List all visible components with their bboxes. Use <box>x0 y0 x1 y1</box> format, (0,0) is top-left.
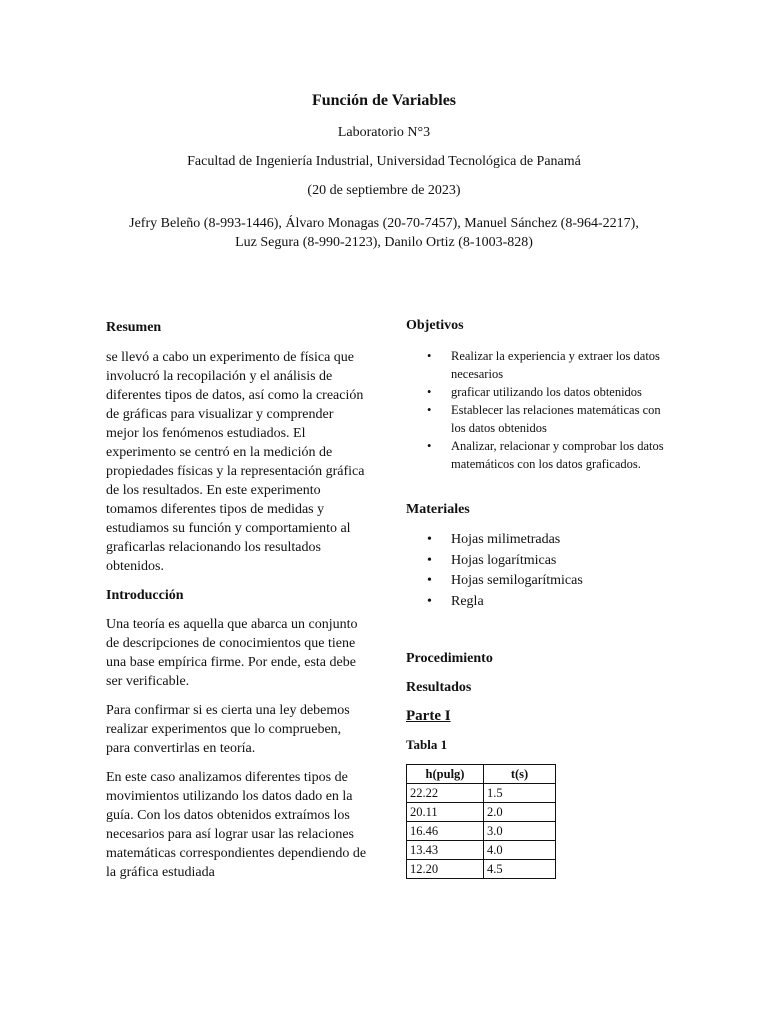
objetivos-heading: Objetivos <box>406 318 464 333</box>
list-item <box>406 592 676 613</box>
parte-i-heading: Parte I <box>406 708 451 724</box>
table-header-row <box>407 765 556 784</box>
authors <box>0 214 768 252</box>
materiales-list <box>406 530 676 612</box>
bullet-icon: • <box>427 385 432 399</box>
table-cell: 20.11 <box>407 803 484 822</box>
paper-date: (20 de septiembre de 2023) <box>307 183 461 198</box>
list-item <box>406 383 676 401</box>
data-table <box>406 764 556 879</box>
list-item <box>406 551 676 572</box>
resumen-heading: Resumen <box>106 320 162 335</box>
objetivos-list <box>406 347 676 473</box>
resultados-heading: Resultados <box>406 680 472 695</box>
introduccion-heading: Introducción <box>106 588 184 603</box>
column-header-h: h(pulg) <box>407 765 484 784</box>
bullet-icon: • <box>427 349 432 363</box>
bullet-icon: • <box>427 593 432 609</box>
table-cell: 12.20 <box>407 860 484 879</box>
faculty-affiliation: Facultad de Ingeniería Industrial, Universidad Tecnológica de Panamá <box>187 154 581 169</box>
list-item <box>406 347 676 383</box>
objetivo-text: Realizar la experiencia y extraer los datos necesarios <box>451 349 660 381</box>
table-cell: 13.43 <box>407 841 484 860</box>
table-cell: 22.22 <box>407 784 484 803</box>
authors-line-2: Luz Segura (8-990-2123), Danilo Ortiz (8-1003-828) <box>235 235 533 250</box>
authors-line-1: Jefry Beleño (8-993-1446), Álvaro Monagas (20-70-7457), Manuel Sánchez (8-964-2217), <box>129 216 639 231</box>
table-row <box>407 841 556 860</box>
table-row <box>407 860 556 879</box>
tabla-1-label: Tabla 1 <box>406 737 448 752</box>
introduccion-paragraph-3: En este caso analizamos diferentes tipos de movimientos utilizando los datos dado en la guía. Con los datos obtenidos extraímos los necesarios para así lograr usar las relaciones matemáticas correspondientes dependiendo de la gráfica estudiada <box>106 770 367 880</box>
list-item <box>406 530 676 551</box>
list-item <box>406 571 676 592</box>
introduccion-paragraph-2: Para confirmar si es cierta una ley debemos realizar experimentos que lo comprueben, para convertirlas en teoría. <box>106 703 350 756</box>
material-text: Hojas milimetradas <box>451 532 561 547</box>
bullet-icon: • <box>427 532 432 547</box>
material-text: Hojas semilogarítmicas <box>451 573 583 588</box>
materiales-heading: Materiales <box>406 502 470 517</box>
procedimiento-heading: Procedimiento <box>406 651 493 666</box>
objetivo-text: graficar utilizando los datos obtenidos <box>451 385 642 399</box>
paper-title: Función de Variables <box>311 92 457 109</box>
material-text: Regla <box>451 593 484 609</box>
lab-number: Laboratorio N°3 <box>337 125 431 140</box>
bullet-icon: • <box>427 552 432 568</box>
objetivo-text: Analizar, relacionar y comprobar los datos matemáticos con los datos graficados. <box>451 439 664 471</box>
table-row <box>407 822 556 841</box>
table-cell: 16.46 <box>407 822 484 841</box>
resumen-text: se llevó a cabo un experimento de física que involucró la recopilación y el análisis de diferentes tipos de datos, así como la creación de gráficas para visualizar y comprender mejor los fenómenos estudiados. El experimento se centró en la medición de propiedades físicas y la representación gráfica de los resultados. En este experimento tomamos diferentes tipos de medidas y estudiamos su función y comportamiento al graficarlas relacionando los resultados obtenidos. <box>106 350 365 574</box>
table-cell: 2.0 <box>484 803 556 822</box>
column-header-t: t(s) <box>484 765 556 784</box>
table-cell: 4.0 <box>484 841 556 860</box>
bullet-icon: • <box>427 439 432 453</box>
table-row <box>407 784 556 803</box>
list-item <box>406 437 676 473</box>
objetivo-text: Establecer las relaciones matemáticas con los datos obtenidos <box>451 403 661 435</box>
table-row <box>407 803 556 822</box>
table-cell: 1.5 <box>484 784 556 803</box>
right-column <box>406 316 676 879</box>
table-cell: 3.0 <box>484 822 556 841</box>
table-cell: 4.5 <box>484 860 556 879</box>
bullet-icon: • <box>427 403 432 417</box>
material-text: Hojas logarítmicas <box>451 552 557 568</box>
list-item <box>406 401 676 437</box>
left-column <box>106 318 368 882</box>
bullet-icon: • <box>427 573 432 588</box>
introduccion-paragraph-1: Una teoría es aquella que abarca un conjunto de descripciones de conocimientos que tiene una base empírica firme. Por ende, esta debe ser verificable. <box>106 617 358 689</box>
